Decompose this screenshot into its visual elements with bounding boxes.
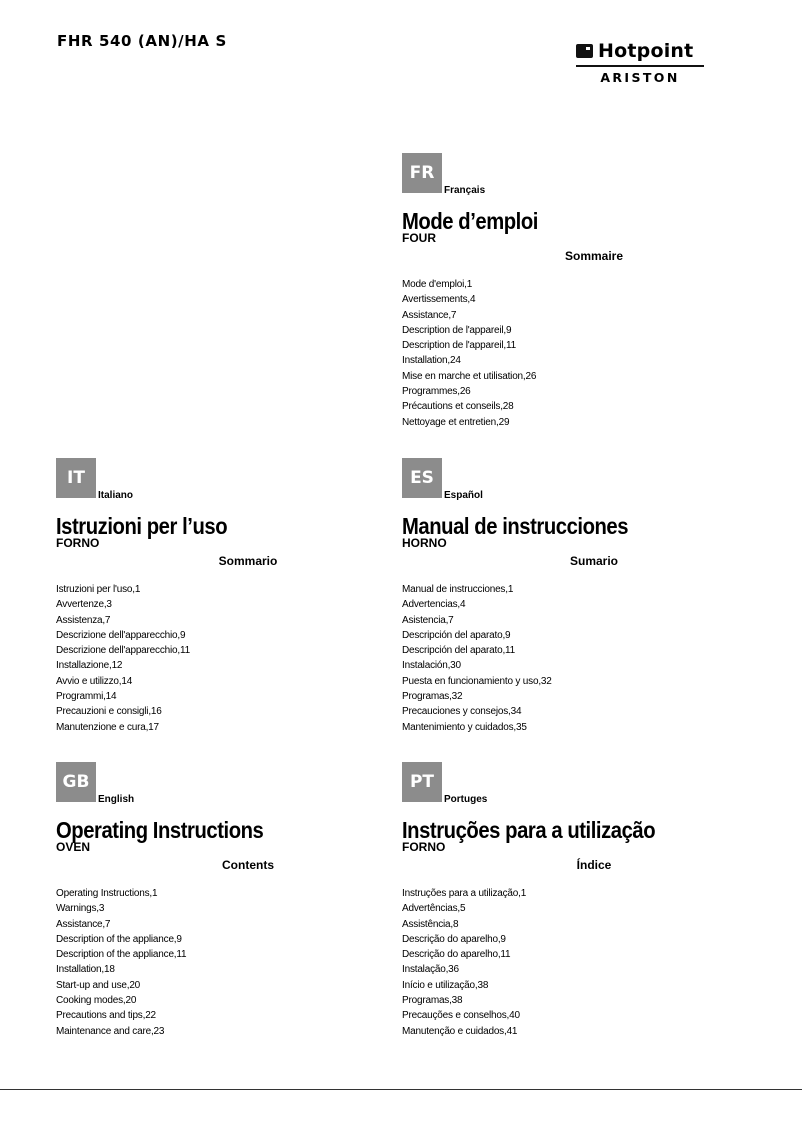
- toc-item: Warnings,3: [56, 903, 105, 915]
- toc-item: Assistência,8: [402, 918, 459, 930]
- toc-item: Descrizione dell'apparecchio,9: [56, 629, 186, 641]
- toc-item: Description of the appliance,11: [56, 949, 187, 961]
- toc-list: [402, 277, 732, 430]
- section-gb: [56, 762, 386, 1039]
- hotpoint-logo-icon: [576, 44, 593, 58]
- appliance-type: FOUR: [402, 231, 436, 245]
- toc-item: Instalación,30: [402, 660, 461, 672]
- manual-title: Operating Instructions: [56, 817, 264, 843]
- language-name: Italiano: [98, 490, 134, 501]
- toc-item: Advertências,5: [402, 903, 466, 915]
- toc-item: Avertissements,4: [402, 294, 476, 306]
- toc-item: Précautions et conseils,28: [402, 401, 514, 413]
- subbrand-name: ARISTON: [600, 70, 680, 85]
- appliance-type: HORNO: [402, 536, 447, 550]
- toc-item: Mantenimiento y cuidados,35: [402, 721, 527, 733]
- toc-heading: Índice: [576, 858, 612, 872]
- toc-item: Avvertenze,3: [56, 599, 112, 611]
- brand-name: Hotpoint: [598, 40, 694, 62]
- manual-title: Instruções para a utilização: [402, 817, 656, 843]
- toc-item: Assistance,7: [402, 309, 457, 321]
- language-code-badge: GB: [56, 762, 96, 802]
- section-es: [402, 458, 732, 735]
- toc-item: Description de l'appareil,9: [402, 324, 512, 336]
- language-code-badge: PT: [402, 762, 442, 802]
- toc-list: [56, 886, 386, 1039]
- toc-item: Precauzioni e consigli,16: [56, 706, 162, 718]
- toc-item: Description de l'appareil,11: [402, 340, 516, 352]
- toc-item: Programmi,14: [56, 691, 117, 703]
- toc-item: Puesta en funcionamiento y uso,32: [402, 675, 552, 687]
- appliance-type: FORNO: [56, 536, 100, 550]
- manual-title: Mode d’emploi: [402, 208, 538, 234]
- toc-list: [402, 886, 732, 1039]
- toc-item: Istruzioni per l'uso,1: [56, 584, 141, 595]
- appliance-type: OVEN: [56, 840, 91, 854]
- toc-item: Precauciones y consejos,34: [402, 706, 522, 718]
- toc-item: Mode d'emploi,1: [402, 279, 473, 290]
- toc-item: Avvio e utilizzo,14: [56, 675, 133, 687]
- toc-item: Installation,18: [56, 964, 115, 976]
- toc-item: Asistencia,7: [402, 614, 454, 626]
- toc-item: Instalação,36: [402, 964, 459, 976]
- manual-title: Istruzioni per l’uso: [56, 513, 228, 539]
- toc-heading: Sommaire: [564, 249, 624, 263]
- toc-item: Programas,38: [402, 995, 463, 1007]
- section-it: [56, 458, 386, 735]
- brand-logo: [576, 40, 704, 85]
- toc-item: Assistenza,7: [56, 614, 111, 626]
- logo-divider: [576, 65, 704, 67]
- toc-item: Installation,24: [402, 355, 461, 367]
- language-name: English: [98, 794, 135, 805]
- toc-item: Precauções e conselhos,40: [402, 1010, 520, 1022]
- toc-item: Cooking modes,20: [56, 995, 137, 1007]
- toc-item: Manutenzione e cura,17: [56, 721, 159, 733]
- toc-item: Descripción del aparato,9: [402, 629, 511, 641]
- toc-item: Descrição do aparelho,9: [402, 933, 506, 945]
- language-code-badge: ES: [402, 458, 442, 498]
- toc-item: Nettoyage et entretien,29: [402, 416, 510, 428]
- toc-heading: Contents: [222, 858, 274, 872]
- language-name: Français: [444, 185, 486, 196]
- section-pt: [402, 762, 732, 1039]
- toc-item: Installazione,12: [56, 660, 123, 672]
- toc-item: Advertencias,4: [402, 599, 466, 611]
- appliance-type: FORNO: [402, 840, 446, 854]
- language-code-badge: FR: [402, 153, 442, 193]
- toc-item: Maintenance and care,23: [56, 1025, 165, 1037]
- toc-item: Assistance,7: [56, 918, 111, 930]
- toc-item: Início e utilização,38: [402, 979, 489, 991]
- toc-list: [402, 582, 732, 735]
- toc-item: Manual de instrucciones,1: [402, 584, 514, 595]
- language-name: Español: [444, 490, 483, 501]
- toc-item: Descrizione dell'apparecchio,11: [56, 645, 190, 657]
- toc-item: Instruções para a utilização,1: [402, 888, 527, 899]
- toc-item: Mise en marche et utilisation,26: [402, 370, 537, 382]
- language-name: Portuges: [444, 794, 488, 805]
- toc-item: Precautions and tips,22: [56, 1010, 156, 1022]
- toc-item: Description of the appliance,9: [56, 933, 182, 945]
- toc-item: Descrição do aparelho,11: [402, 949, 511, 961]
- footer-divider: [0, 1089, 802, 1090]
- toc-item: Start-up and use,20: [56, 979, 141, 991]
- toc-list: [56, 582, 386, 735]
- model-number: FHR 540 (AN)/HA S: [57, 32, 227, 50]
- language-code-badge: IT: [56, 458, 96, 498]
- toc-heading: Sumario: [569, 554, 618, 568]
- toc-item: Operating Instructions,1: [56, 888, 158, 899]
- section-fr: [402, 153, 732, 430]
- toc-heading: Sommario: [218, 554, 278, 568]
- toc-item: Manutenção e cuidados,41: [402, 1025, 518, 1037]
- toc-item: Descripción del aparato,11: [402, 645, 516, 657]
- toc-item: Programas,32: [402, 691, 463, 703]
- toc-item: Programmes,26: [402, 386, 471, 398]
- manual-title: Manual de instrucciones: [402, 513, 629, 539]
